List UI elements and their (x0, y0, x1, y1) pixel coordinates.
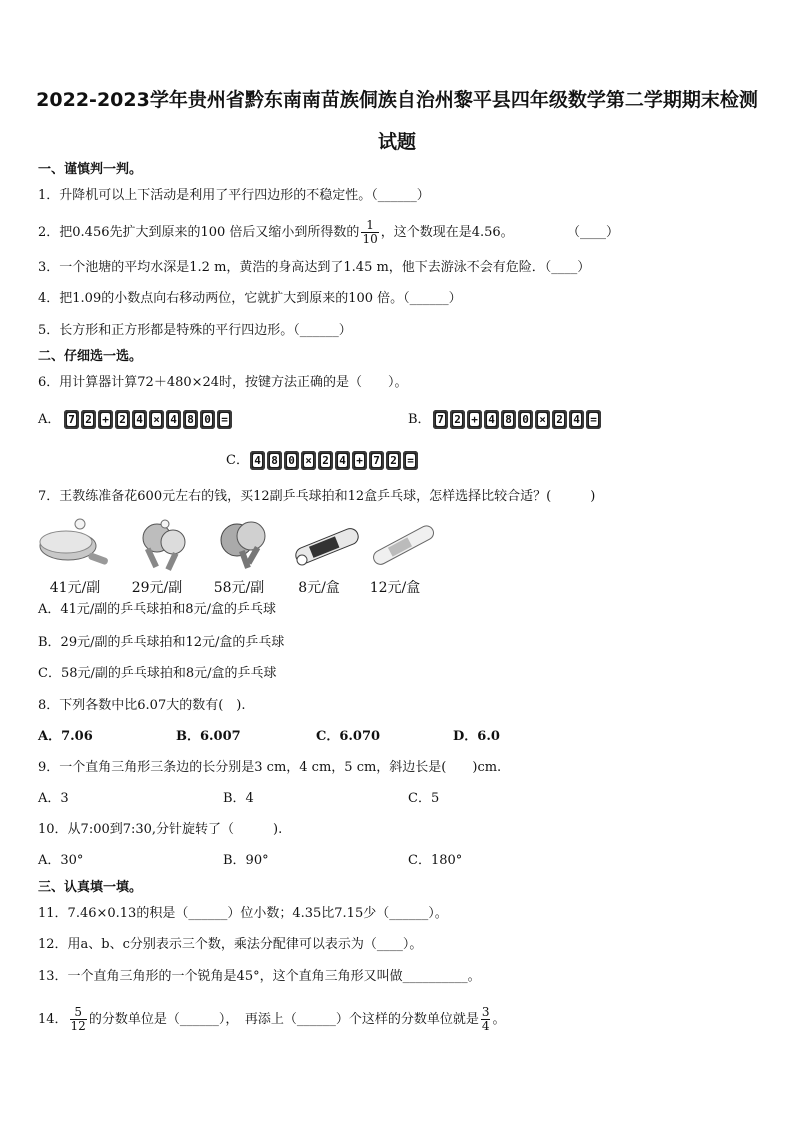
fraction-denominator: 10 (362, 232, 378, 246)
q10-option-a: A．30° (38, 853, 84, 868)
q9-option-c: C．5 (408, 791, 440, 806)
question-1: 1．升降机可以上下活动是利用了平行四边形的不稳定性。（______） (38, 188, 430, 203)
question-7: 7．王教练准备花600元左右的钱，买12副乒乓球拍和12盒乒乓球，怎样选择比较合适？( ) (38, 489, 596, 504)
calculator-key: + (467, 410, 482, 429)
paddle-pair-image-3 (209, 516, 287, 574)
fraction-3-4 (481, 1006, 491, 1033)
calculator-key: 4 (166, 410, 181, 429)
question-3: 3．一个池塘的平均水深是1.2 m，黄浩的身高达到了1.45 m，他下去游泳不会有危险．（____） (38, 260, 591, 275)
calculator-key: 0 (284, 451, 299, 470)
question-12: 12．用a、b、c分别表示三个数，乘法分配律可以表示为（____）。 (38, 937, 423, 952)
calculator-key: 7 (64, 410, 79, 429)
calculator-key: 7 (369, 451, 384, 470)
question-6: 6．用计算器计算72＋480×24时，按键方法正确的是（ ）。 (38, 375, 408, 390)
calculator-key: + (352, 451, 367, 470)
calculator-key: 8 (501, 410, 516, 429)
title-line-2: 试题 (377, 131, 416, 153)
question-2-blank: （____） (567, 225, 620, 240)
question-8: 8．下列各数中比6.07大的数有( ). (38, 698, 246, 713)
calculator-key: 8 (183, 410, 198, 429)
fraction-numerator: 1 (361, 219, 378, 233)
calculator-key: 4 (132, 410, 147, 429)
q7-option-b: B．29元/副的乒乓球拍和12元/盒的乒乓球 (38, 635, 285, 650)
paddle-pair-image-2 (127, 516, 205, 574)
calculator-key: 4 (335, 451, 350, 470)
calculator-key: 4 (250, 451, 265, 470)
question-11: 11．7.46×0.13的积是（______）位小数；4.35比7.15少（______）。 (38, 906, 448, 921)
q10-option-b: B．90° (223, 853, 269, 868)
price-label: 8元/盒 (298, 580, 340, 596)
price-label: 41元/副 (49, 580, 101, 596)
paddle-pair-image (36, 516, 114, 574)
fraction-1-10 (361, 219, 378, 246)
question-9: 9．一个直角三角形三条边的长分别是3 cm，4 cm，5 cm，斜边长是( )cm. (38, 760, 502, 775)
q6-option-b-label: B． (408, 412, 431, 427)
q8-option-a: A．7.06 (38, 729, 93, 744)
section-heading-1: 一、谨慎判一判。 (38, 162, 143, 177)
fraction-numerator: 3 (481, 1005, 490, 1019)
calculator-key: 7 (433, 410, 448, 429)
q6-option-c-keys (250, 451, 418, 470)
calculator-key: = (586, 410, 601, 429)
fraction-5-12 (70, 1006, 87, 1033)
question-2 (38, 219, 514, 246)
ball-tube-image (288, 516, 366, 574)
calculator-key: 4 (484, 410, 499, 429)
ball-tube-image-2 (365, 516, 443, 574)
q9-option-b: B．4 (223, 791, 254, 806)
q8-option-b: B．6.007 (176, 729, 241, 744)
question-14-number: 14． (38, 1012, 68, 1027)
question-5: 5．长方形和正方形都是特殊的平行四边形。（______） (38, 323, 352, 338)
section-heading-2: 二、仔细选一选。 (38, 349, 143, 364)
question-2-text: 2．把0.456先扩大到原来的100 倍后又缩小到所得数的 (38, 225, 360, 240)
calculator-key: × (149, 410, 164, 429)
calculator-key: 2 (115, 410, 130, 429)
question-2-text-end: ，这个数现在是4.56。 (380, 225, 514, 240)
q6-option-b-keys (433, 410, 601, 429)
calculator-key: = (403, 451, 418, 470)
fraction-denominator: 12 (70, 1019, 86, 1033)
section-heading-3: 三、认真填一填。 (38, 880, 143, 895)
fraction-denominator: 4 (481, 1019, 490, 1033)
q6-option-a-label: A． (38, 412, 61, 427)
calculator-key: 2 (318, 451, 333, 470)
question-14 (38, 1006, 506, 1033)
question-14-end: 。 (492, 1012, 506, 1027)
q8-option-d: D．6.0 (453, 729, 500, 744)
question-14-text: 的分数单位是（______）， 再添上（______）个这样的分数单位就是 (88, 1012, 479, 1027)
q6-option-c-label: C． (226, 453, 249, 468)
calculator-key: 0 (200, 410, 215, 429)
calculator-key: 2 (450, 410, 465, 429)
title-line-1: 2022-2023学年贵州省黔东南南苗族侗族自治州黎平县四年级数学第二学期期末检测 (36, 89, 758, 111)
q10-option-c: C．180° (408, 853, 463, 868)
calculator-key: 2 (81, 410, 96, 429)
question-13: 13．一个直角三角形的一个锐角是45°，这个直角三角形又叫做__________。 (38, 969, 481, 984)
calculator-key: 2 (386, 451, 401, 470)
question-4: 4．把1.09的小数点向右移动两位，它就扩大到原来的100 倍。（______） (38, 291, 462, 306)
calculator-key: 8 (267, 451, 282, 470)
q9-option-a: A．3 (38, 791, 69, 806)
q7-option-c: C．58元/副的乒乓球拍和8元/盒的乒乓球 (38, 666, 277, 681)
calculator-key: 0 (518, 410, 533, 429)
q8-option-c: C．6.070 (316, 729, 381, 744)
fraction-numerator: 5 (70, 1006, 87, 1020)
calculator-key: × (301, 451, 316, 470)
q6-option-a-keys (64, 410, 232, 429)
calculator-key: 4 (569, 410, 584, 429)
calculator-key: 2 (552, 410, 567, 429)
price-label: 58元/副 (213, 580, 265, 596)
question-10: 10．从7:00到7:30,分针旋转了（ ). (38, 822, 283, 837)
calculator-key: × (535, 410, 550, 429)
q7-option-a: A．41元/副的乒乓球拍和8元/盒的乒乓球 (38, 602, 276, 617)
calculator-key: = (217, 410, 232, 429)
price-label: 12元/盒 (369, 580, 421, 596)
calculator-key: + (98, 410, 113, 429)
price-label: 29元/副 (131, 580, 183, 596)
